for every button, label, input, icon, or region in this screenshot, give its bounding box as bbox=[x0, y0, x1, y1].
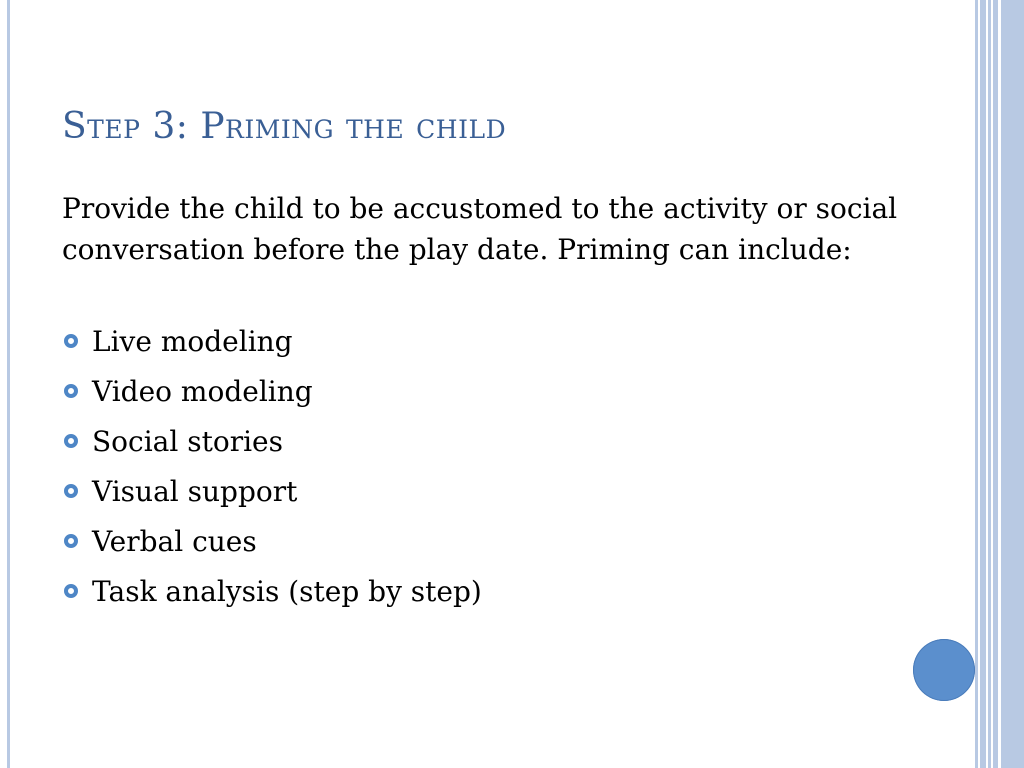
bullet-circle-icon bbox=[64, 434, 78, 448]
list-item bbox=[62, 366, 482, 416]
bullet-circle-icon bbox=[64, 584, 78, 598]
right-stripe-decoration bbox=[993, 0, 998, 768]
bullet-list bbox=[62, 316, 482, 616]
intro-paragraph: Provide the child to be accustomed to the activity or social conversation before the play date. Priming can include: bbox=[62, 192, 898, 266]
right-stripe-decoration bbox=[1001, 0, 1024, 768]
list-item bbox=[62, 566, 482, 616]
bullet-label: Visual support bbox=[92, 474, 298, 508]
right-stripe-decoration bbox=[988, 0, 991, 768]
bullet-label: Task analysis (step by step) bbox=[92, 574, 482, 608]
list-item bbox=[62, 416, 482, 466]
list-item bbox=[62, 516, 482, 566]
decorative-circle bbox=[913, 639, 975, 701]
bullet-circle-icon bbox=[64, 334, 78, 348]
bullet-label: Live modeling bbox=[92, 324, 293, 358]
list-item bbox=[62, 466, 482, 516]
list-item bbox=[62, 316, 482, 366]
left-border-decoration bbox=[7, 0, 10, 768]
bullet-label: Video modeling bbox=[92, 374, 313, 408]
bullet-circle-icon bbox=[64, 484, 78, 498]
bullet-circle-icon bbox=[64, 384, 78, 398]
bullet-circle-icon bbox=[64, 534, 78, 548]
bullet-label: Social stories bbox=[92, 424, 283, 458]
right-stripe-decoration bbox=[975, 0, 978, 768]
slide-title: Step 3: Priming the child bbox=[62, 106, 507, 147]
right-stripe-decoration bbox=[980, 0, 986, 768]
bullet-label: Verbal cues bbox=[92, 524, 257, 558]
